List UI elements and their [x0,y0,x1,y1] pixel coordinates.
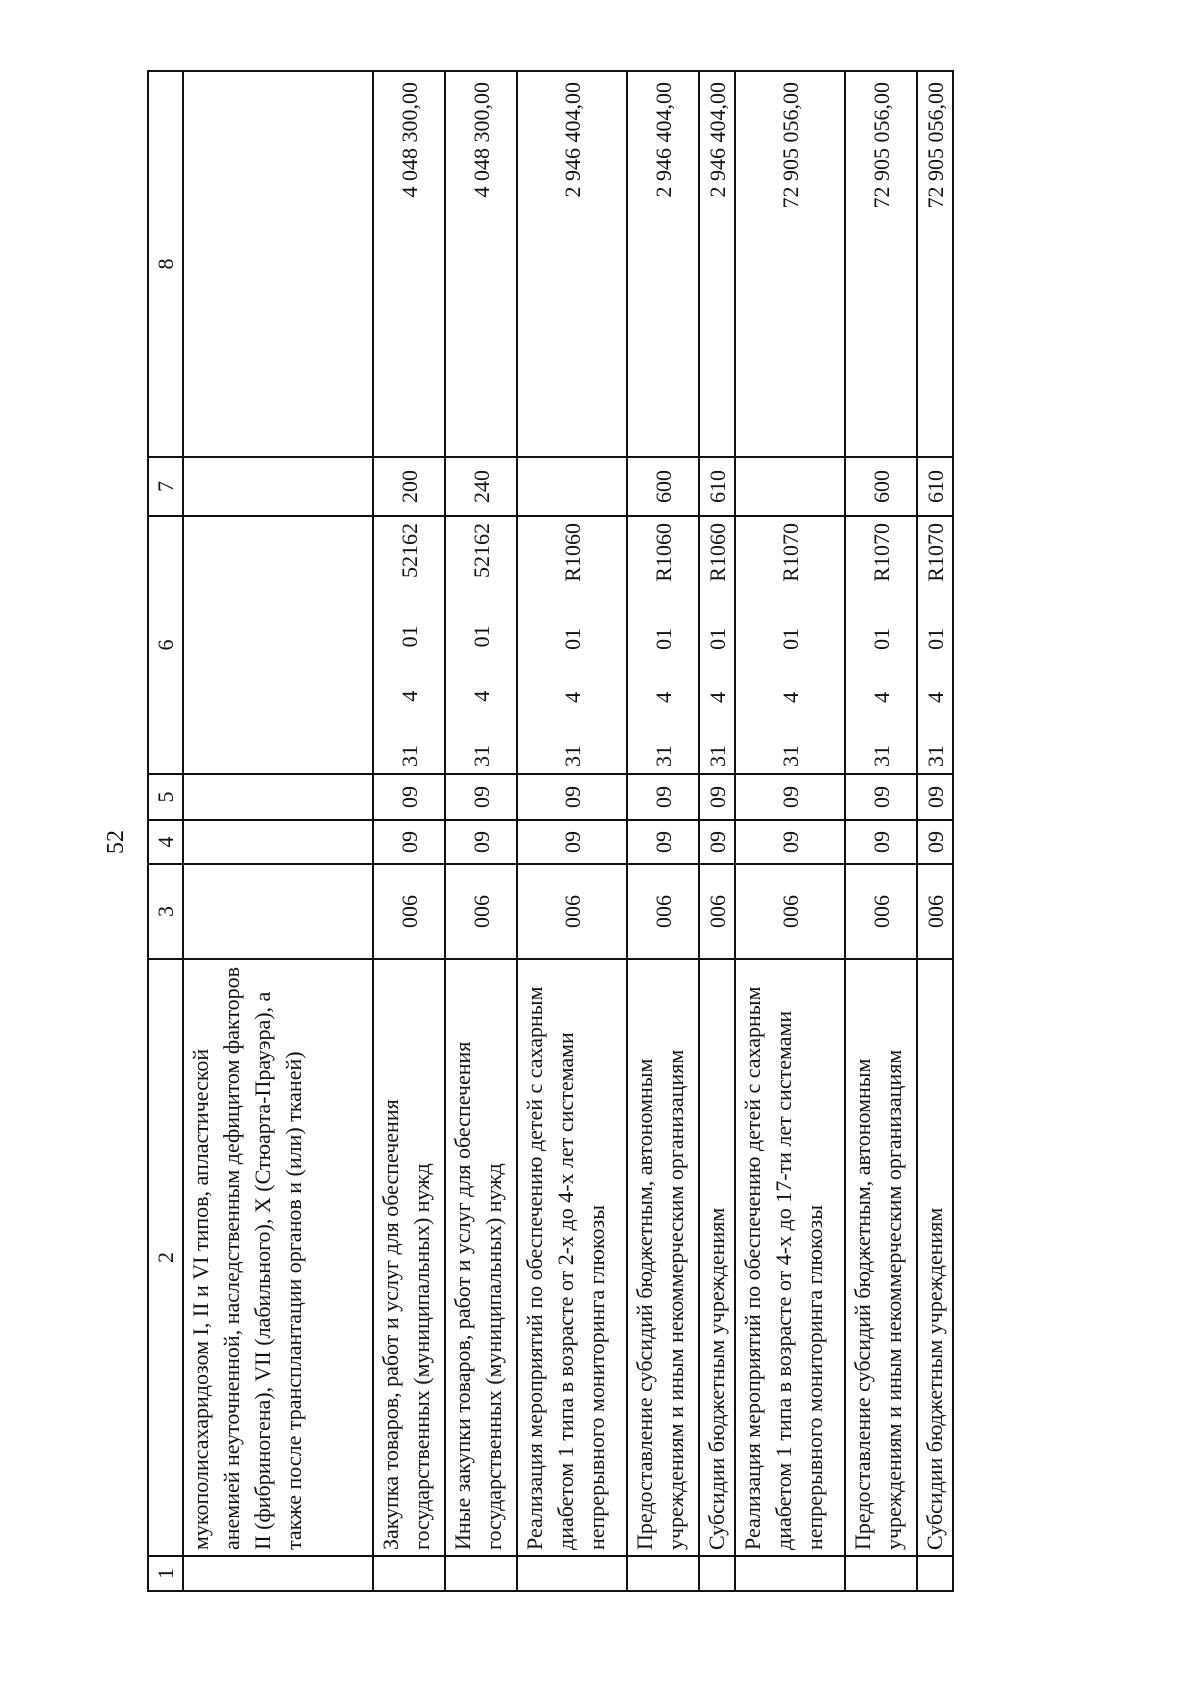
direction-code: R1060 [704,523,730,582]
cell-subsection: 09 [445,774,517,820]
event-code: 01 [559,627,585,650]
subprogram-code: 4 [468,690,494,702]
rotated-page-area [147,72,992,1592]
cell-expense-type: 600 [845,457,917,516]
cell-expense-type [517,457,627,516]
header-col-8: 8 [148,71,183,457]
table-row [627,71,699,1591]
cell-description: Предоставление субсидий бюджетным, автономным учреждениям и иным некоммерческим организациям [627,959,699,1556]
cell-subsection: 09 [917,774,953,820]
target-article-code [920,523,951,767]
cell-section: 09 [373,820,445,864]
cell-target-article [699,516,735,774]
budget-table-wrapper [147,72,992,1592]
table-body [183,71,953,1591]
cell-target-article [517,516,627,774]
target-article-code [648,523,679,767]
event-code: 01 [468,625,494,648]
cell-admin-code: 006 [917,864,953,959]
cell-target-article [735,516,845,774]
subprogram-code: 4 [559,691,585,703]
cell-section: 09 [445,820,517,864]
event-code: 01 [868,627,894,650]
cell-description: Закупка товаров, работ и услуг для обеспечения государственных (муниципальных) нужд [373,959,445,1556]
target-article-code [394,523,425,767]
budget-table [147,70,954,1592]
cell-admin-code [183,864,373,959]
cell-expense-type: 610 [699,457,735,516]
subprogram-code: 4 [650,691,676,703]
subprogram-code: 4 [396,690,422,702]
event-code: 01 [650,627,676,650]
cell-amount [183,71,373,457]
program-code: 31 [396,745,422,767]
program-code: 31 [704,745,730,767]
table-row [517,71,627,1591]
cell-admin-code: 006 [627,864,699,959]
program-code: 31 [559,745,585,767]
cell-section: 09 [735,820,845,864]
cell-section: 09 [699,820,735,864]
cell-col-1 [517,1556,627,1591]
cell-col-1 [845,1556,917,1591]
table-row [917,71,953,1591]
event-code: 01 [922,627,948,650]
cell-amount: 2 946 404,00 [517,71,627,457]
header-col-5: 5 [148,774,183,820]
cell-admin-code: 006 [699,864,735,959]
header-col-7: 7 [148,457,183,516]
cell-subsection: 09 [735,774,845,820]
cell-admin-code: 006 [735,864,845,959]
cell-target-article [373,516,445,774]
target-article-code [702,523,733,767]
direction-code: 52162 [468,523,494,579]
cell-target-article [445,516,517,774]
table-row [845,71,917,1591]
cell-admin-code: 006 [445,864,517,959]
table-row [445,71,517,1591]
cell-description: Субсидии бюджетным учреждениям [699,959,735,1556]
cell-target-article [917,516,953,774]
header-col-1: 1 [148,1556,183,1591]
cell-target-article [183,516,373,774]
cell-amount: 72 905 056,00 [845,71,917,457]
subprogram-code: 4 [704,691,730,703]
cell-subsection: 09 [517,774,627,820]
cell-amount: 72 905 056,00 [917,71,953,457]
cell-col-1 [373,1556,445,1591]
direction-code: R1070 [868,523,894,582]
cell-col-1 [917,1556,953,1591]
header-row [148,71,183,1591]
event-code: 01 [777,627,803,650]
program-code: 31 [468,745,494,767]
cell-amount: 2 946 404,00 [699,71,735,457]
cell-amount: 72 905 056,00 [735,71,845,457]
header-col-2: 2 [148,959,183,1556]
target-article-code [466,523,497,767]
event-code: 01 [396,625,422,648]
header-col-6: 6 [148,516,183,774]
page-number: 52 [103,830,129,854]
header-col-4: 4 [148,820,183,864]
table-row [699,71,735,1591]
table-row [183,71,373,1591]
cell-col-1 [735,1556,845,1591]
target-article-code [557,523,588,767]
cell-description: Субсидии бюджетным учреждениям [917,959,953,1556]
event-code: 01 [704,627,730,650]
cell-description: Реализация мероприятий по обеспечению детей с сахарным диабетом 1 типа в возрасте от 2-х до 4-х лет системами непрерывного мониторинга глюкозы [517,959,627,1556]
cell-section: 09 [517,820,627,864]
cell-expense-type: 200 [373,457,445,516]
direction-code: R1060 [559,523,585,582]
cell-subsection: 09 [845,774,917,820]
target-article-code [775,523,806,767]
cell-amount: 4 048 300,00 [373,71,445,457]
cell-description: Реализация мероприятий по обеспечению детей с сахарным диабетом 1 типа в возрасте от 4-х до 17-ти лет системами непрерывного мониторинга глюкозы [735,959,845,1556]
direction-code: R1070 [922,523,948,582]
cell-description: Иные закупки товаров, работ и услуг для обеспечения государственных (муниципальных) нужд [445,959,517,1556]
cell-subsection: 09 [627,774,699,820]
subprogram-code: 4 [777,691,803,703]
program-code: 31 [777,745,803,767]
table-row [735,71,845,1591]
program-code: 31 [868,745,894,767]
subprogram-code: 4 [868,691,894,703]
target-article-code [866,523,897,767]
cell-admin-code: 006 [517,864,627,959]
cell-target-article [845,516,917,774]
header-col-3: 3 [148,864,183,959]
cell-amount: 4 048 300,00 [445,71,517,457]
cell-section: 09 [917,820,953,864]
cell-admin-code: 006 [373,864,445,959]
cell-amount: 2 946 404,00 [627,71,699,457]
cell-target-article [627,516,699,774]
table-row [373,71,445,1591]
cell-description: мукополисахаридозом I, II и VI типов, апластической анемией неуточненной, наследственным дефицитом факторов II (фибриногена), VII (лабильного), X (Стюарта-Прауэра), а также после трансплантации органов и (или) тканей) [183,959,373,1556]
cell-subsection [183,774,373,820]
cell-col-1 [183,1556,373,1591]
program-code: 31 [922,745,948,767]
cell-subsection: 09 [699,774,735,820]
cell-col-1 [627,1556,699,1591]
cell-section [183,820,373,864]
cell-expense-type [183,457,373,516]
direction-code: 52162 [396,523,422,579]
cell-section: 09 [627,820,699,864]
cell-subsection: 09 [373,774,445,820]
program-code: 31 [650,745,676,767]
direction-code: R1070 [777,523,803,582]
cell-admin-code: 006 [845,864,917,959]
cell-expense-type: 610 [917,457,953,516]
subprogram-code: 4 [922,691,948,703]
cell-description: Предоставление субсидий бюджетным, автономным учреждениям и иным некоммерческим организациям [845,959,917,1556]
cell-expense-type: 240 [445,457,517,516]
direction-code: R1060 [650,523,676,582]
cell-col-1 [699,1556,735,1591]
cell-expense-type: 600 [627,457,699,516]
cell-col-1 [445,1556,517,1591]
cell-expense-type [735,457,845,516]
cell-section: 09 [845,820,917,864]
